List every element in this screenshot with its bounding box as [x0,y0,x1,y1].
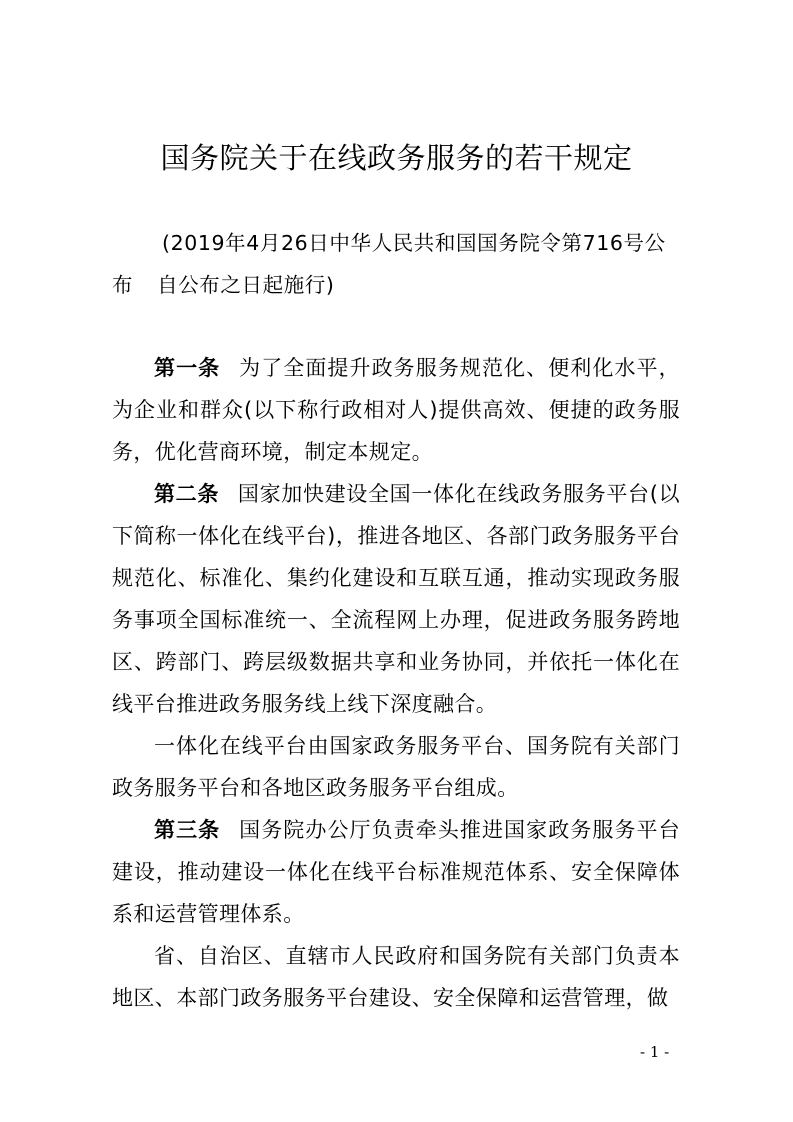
page-number: - 1 - [640,1043,670,1061]
article-label: 第一条 [154,356,221,380]
document-title: 国务院关于在线政务服务的若干规定 [160,141,633,175]
article-label: 第二条 [154,482,220,506]
promulgation-note-word: 布 [112,273,134,297]
promulgation-note-line-2 [112,264,680,306]
article-1-paragraph [112,347,680,473]
article-3-paragraph-2 [112,935,680,1019]
article-3-paragraph [112,809,680,935]
articles-body [112,347,680,1019]
promulgation-note-line-1: (2019年4月26日中华人民共和国国务院令第716号公 [162,231,666,255]
article-text: 国务院办公厅负责牵头推进国家政务服务平台建设，推动建设一体化在线平台标准规范体系、安全保障体系和运营管理体系。 [112,818,680,926]
article-2-paragraph-2 [112,725,680,809]
article-text: 国家加快建设全国一体化在线政务服务平台(以下简称一体化在线平台)，推进各地区、各部门政务服务平台规范化、标准化、集约化建设和互联互通，推动实现政务服务事项全国标准统一、全流程网上办理，促进政务服务跨地区、跨部门、跨层级数据共享和业务协同，并依托一体化在线平台推进政务服务线上线下深度融合。 [112,482,681,716]
article-text: 为了全面提升政务服务规范化、便利化水平，为企业和群众(以下称行政相对人)提供高效、便捷的政务服务，优化营商环境，制定本规定。 [112,356,680,464]
promulgation-note [112,222,680,306]
article-text: 省、自治区、直辖市人民政府和国务院有关部门负责本地区、本部门政务服务平台建设、安全保障和运营管理，做 [112,944,680,1010]
article-2-paragraph [112,473,680,725]
promulgation-note-effective: 自公布之日起施行) [157,273,335,297]
article-text: 一体化在线平台由国家政务服务平台、国务院有关部门政务服务平台和各地区政务服务平台组成。 [112,734,680,800]
article-label: 第三条 [154,818,221,842]
